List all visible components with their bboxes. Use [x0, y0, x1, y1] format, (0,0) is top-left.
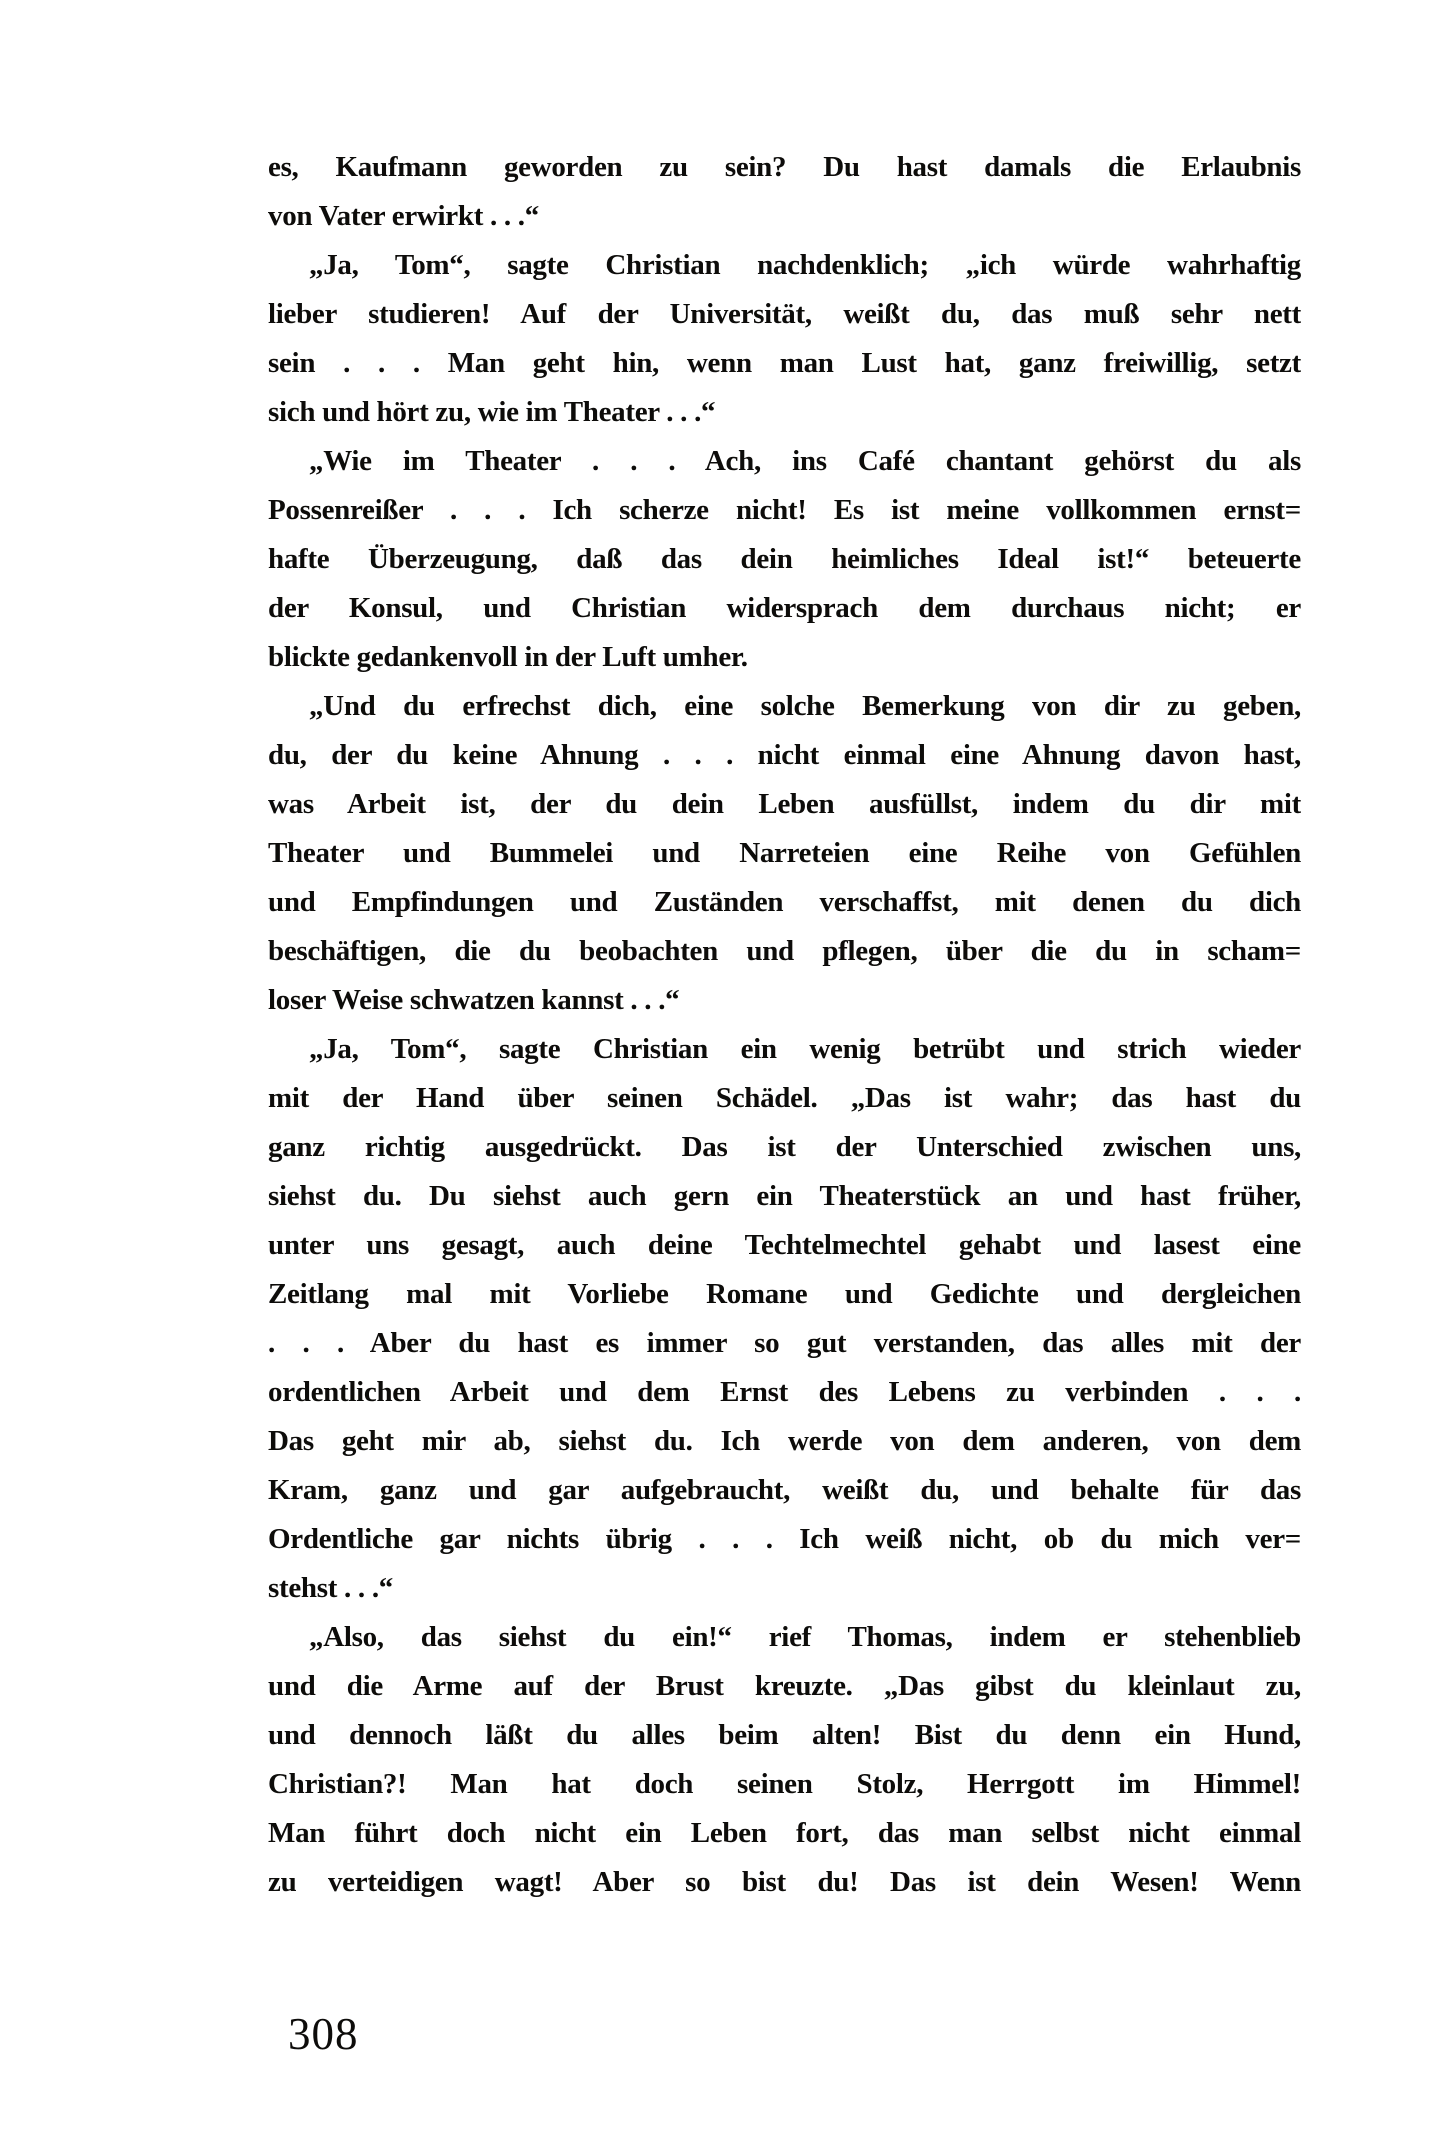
text-line: loser Weise schwatzen kannst . . .“ — [268, 984, 680, 1016]
paragraph — [268, 143, 1301, 241]
text-line: . . . Aber du hast es immer so gut verstanden, das alles mit der — [268, 1327, 1301, 1359]
text-line: „Ja, Tom“, sagte Christian ein wenig betrübt und strich wieder — [309, 1033, 1301, 1065]
text-line: Ordentliche gar nichts übrig . . . Ich weiß nicht, ob du mich ver= — [268, 1523, 1301, 1555]
text-line: Christian?! Man hat doch seinen Stolz, Herrgott im Himmel! — [268, 1768, 1301, 1800]
text-line: es, Kaufmann geworden zu sein? Du hast damals die Erlaubnis — [268, 151, 1301, 183]
paragraph — [268, 241, 1301, 437]
text-line: zu verteidigen wagt! Aber so bist du! Das ist dein Wesen! Wenn — [268, 1866, 1301, 1898]
text-line: beschäftigen, die du beobachten und pflegen, über die du in scham= — [268, 935, 1301, 967]
paragraph — [268, 1613, 1301, 1907]
text-line: ordentlichen Arbeit und dem Ernst des Lebens zu verbinden . . . — [268, 1376, 1301, 1408]
text-line: Zeitlang mal mit Vorliebe Romane und Gedichte und dergleichen — [268, 1278, 1301, 1310]
text-line: blickte gedankenvoll in der Luft umher. — [268, 641, 748, 673]
text-line: und Empfindungen und Zuständen verschaffst, mit denen du dich — [268, 886, 1301, 918]
text-line: „Wie im Theater . . . Ach, ins Café chantant gehörst du als — [309, 445, 1301, 477]
text-line: der Konsul, und Christian widersprach dem durchaus nicht; er — [268, 592, 1301, 624]
text-line: siehst du. Du siehst auch gern ein Theaterstück an und hast früher, — [268, 1180, 1301, 1212]
text-line: Kram, ganz und gar aufgebraucht, weißt du, und behalte für das — [268, 1474, 1301, 1506]
text-block — [268, 143, 1301, 1907]
text-line: Das geht mir ab, siehst du. Ich werde von dem anderen, von dem — [268, 1425, 1301, 1457]
text-line: und dennoch läßt du alles beim alten! Bist du denn ein Hund, — [268, 1719, 1301, 1751]
text-line: stehst . . .“ — [268, 1572, 393, 1604]
page-number: 308 — [288, 2009, 359, 2059]
text-line: mit der Hand über seinen Schädel. „Das ist wahr; das hast du — [268, 1082, 1301, 1114]
text-line: Man führt doch nicht ein Leben fort, das man selbst nicht einmal — [268, 1817, 1301, 1849]
text-line: Theater und Bummelei und Narreteien eine Reihe von Gefühlen — [268, 837, 1301, 869]
text-line: Possenreißer . . . Ich scherze nicht! Es ist meine vollkommen ernst= — [268, 494, 1301, 526]
text-line: und die Arme auf der Brust kreuzte. „Das gibst du kleinlaut zu, — [268, 1670, 1301, 1702]
paragraph — [268, 682, 1301, 1025]
text-line: hafte Überzeugung, daß das dein heimliches Ideal ist!“ beteuerte — [268, 543, 1301, 575]
paragraph — [268, 437, 1301, 682]
text-line: von Vater erwirkt . . .“ — [268, 200, 539, 232]
text-line: „Ja, Tom“, sagte Christian nachdenklich; „ich würde wahrhaftig — [309, 249, 1301, 281]
text-line: du, der du keine Ahnung . . . nicht einmal eine Ahnung davon hast, — [268, 739, 1301, 771]
text-line: „Also, das siehst du ein!“ rief Thomas, indem er stehenblieb — [309, 1621, 1301, 1653]
text-line: unter uns gesagt, auch deine Techtelmechtel gehabt und lasest eine — [268, 1229, 1301, 1261]
paragraph — [268, 1025, 1301, 1613]
text-line: sein . . . Man geht hin, wenn man Lust hat, ganz freiwillig, setzt — [268, 347, 1301, 379]
text-line: was Arbeit ist, der du dein Leben ausfüllst, indem du dir mit — [268, 788, 1301, 820]
text-line: lieber studieren! Auf der Universität, weißt du, das muß sehr nett — [268, 298, 1301, 330]
text-line: „Und du erfrechst dich, eine solche Bemerkung von dir zu geben, — [309, 690, 1301, 722]
text-line: sich und hört zu, wie im Theater . . .“ — [268, 396, 716, 428]
text-line: ganz richtig ausgedrückt. Das ist der Unterschied zwischen uns, — [268, 1131, 1301, 1163]
